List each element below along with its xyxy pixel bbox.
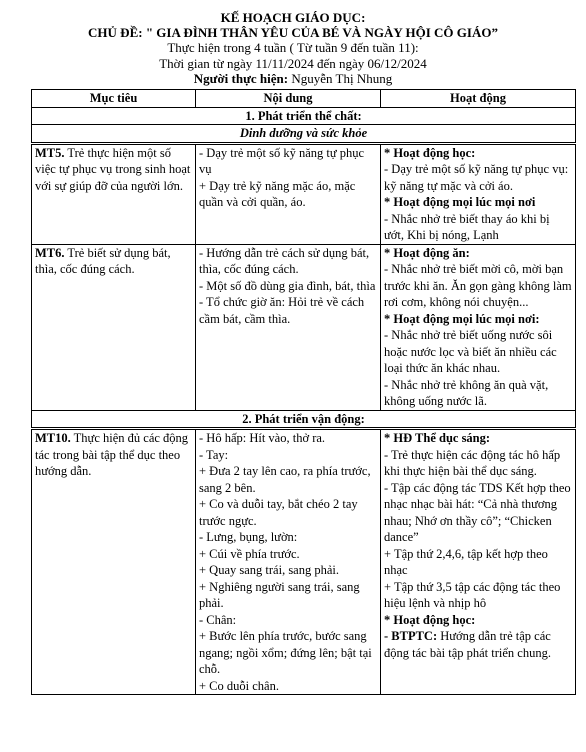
activity-cell [381,143,576,244]
content-cell [196,429,381,695]
section-row [32,410,576,429]
content-line: - Tay: [199,447,229,462]
activity-cell [381,429,576,695]
content-cell [196,143,381,244]
section-title: 2. Phát triển vận động: [32,410,576,429]
goal-text: Trẻ biết sử dụng bát, thìa, cốc đúng cách. [35,245,171,276]
content-line: - Hô hấp: Hít vào, thở ra. [199,431,326,445]
content-line: - Chân: [199,612,237,627]
content-line: - Hướng dẫn trẻ cách sử dụng bát, thìa, cốc đúng cách. [199,245,370,276]
activity-line: - Nhắc nhở trẻ biết thay áo khi bị ướt, Khi bị nóng, Lạnh [384,211,550,242]
activity-line: - Nhắc nhở trẻ không ăn quà vặt, không uống nước lã. [384,377,549,408]
goal-cell [32,143,196,244]
activity-cell [381,244,576,410]
document-title: KẾ HOẠCH GIÁO DỤC: [220,10,366,25]
content-line: - Lưng, bụng, lườn: [199,530,298,544]
activity-line: - Nhắc nhở trẻ biết uống nước sôi hoặc nước lọc và biết ăn nhiều các loại thức ăn khác nhau. [384,328,557,375]
activity-line: + Tập thứ 2,4,6, tập kết hợp theo nhạc [384,546,548,577]
content-line: - Tổ chức giờ ăn: Hỏi trẻ về cách cầm bát, cầm thìa. [199,295,365,326]
subsection-title: Dinh dưỡng và sức khỏe [32,125,576,144]
column-header-activity: Hoạt động [381,90,576,108]
period-line: Thời gian từ ngày 11/11/2024 đến ngày 06/12/2024 [159,56,427,71]
table-row [32,244,576,410]
content-line: - Dạy trẻ một số kỹ năng tự phục vụ [199,145,365,176]
duration-line: Thực hiện trong 4 tuần ( Từ tuần 9 đến tuần 11): [167,40,419,55]
goal-code: MT10. [35,431,71,445]
content-line: + Dạy trẻ kỹ năng mặc áo, mặc quần và cởi quần, áo. [199,178,356,209]
goal-cell [32,244,196,410]
activity-heading: * Hoạt động mọi lúc mọi nơi [384,195,536,209]
activity-line: - Dạy trẻ một số kỹ năng tự phục vụ: kỹ năng tự mặc và cởi áo. [384,162,569,193]
education-plan-table [31,89,576,695]
table-row [32,143,576,244]
activity-heading: * HĐ Thể dục sáng: [384,431,491,445]
content-line: + Nghiêng người sang trái, sang phải. [199,579,360,610]
performer-line [0,72,586,86]
activity-line [384,628,572,661]
subsection-row [32,125,576,144]
goal-text: Thực hiện đủ các động tác trong bài tập thể dục theo hướng dẫn. [35,431,189,478]
activity-heading: * Hoạt động học: [384,145,476,160]
activity-line: - Nhắc nhở trẻ biết mời cô, mời bạn trước khi ăn. Ăn gọn gàng không làm rơi cơm, không nói chuyện... [384,262,572,309]
goal-code: MT5. [35,145,65,160]
activity-bold-prefix: - BTPTC: [384,629,438,643]
column-header-content: Nội dung [196,90,381,108]
table-row [32,429,576,695]
section-row [32,107,576,125]
performer-label: Người thực hiện: [193,71,289,86]
activity-heading: * Hoạt động ăn: [384,245,470,260]
goal-cell [32,429,196,695]
content-cell [196,244,381,410]
performer-name: Nguyễn Thị Nhung [291,71,393,86]
activity-heading: * Hoạt động mọi lúc mọi nơi: [384,311,540,326]
content-line: + Đưa 2 tay lên cao, ra phía trước, sang 2 bên. [199,464,371,495]
content-line: - Một số đồ dùng gia đình, bát, thìa [199,278,376,293]
content-line: + Co duỗi chân. [199,678,279,693]
content-line: + Quay sang trái, sang phải. [199,563,340,577]
content-line: + Co và duỗi tay, bắt chéo 2 tay trước ngực. [199,497,358,528]
goal-code: MT6. [35,245,65,260]
section-title: 1. Phát triển thể chất: [32,107,576,125]
activity-line-text: Hướng dẫn trẻ tập các động tác bài tập phát triển chung. [384,629,551,660]
topic-title: CHỦ ĐỀ: " GIA ĐÌNH THÂN YÊU CỦA BÉ VÀ NGÀY HỘI CÔ GIÁO” [88,25,498,40]
column-header-goal: Mục tiêu [32,90,196,108]
content-line: + Cúi về phía trước. [199,546,300,561]
document-header [0,10,586,86]
goal-text: Trẻ thực hiện một số việc tự phục vụ trong sinh hoạt với sự giúp đỡ của người lớn. [35,145,191,193]
activity-line: + Tập thứ 3,5 tập các động tác theo hiệu lệnh và nhịp hô [384,579,561,610]
activity-line: - Tập các động tác TDS Kết hợp theo nhạc nhạc bài hát: “Cả nhà thương nhau; Nhớ ơn thầy cô”; “Chicken dance” [384,480,571,544]
activity-line: - Trẻ thực hiện các động tác hô hấp khi thực hiện bài thể dục sáng. [384,447,561,478]
activity-heading: * Hoạt động học: [384,612,476,627]
table-header-row [32,90,576,108]
content-line: + Bước lên phía trước, bước sang ngang; ngồi xổm; đứng lên; bật tại chỗ. [199,629,372,676]
